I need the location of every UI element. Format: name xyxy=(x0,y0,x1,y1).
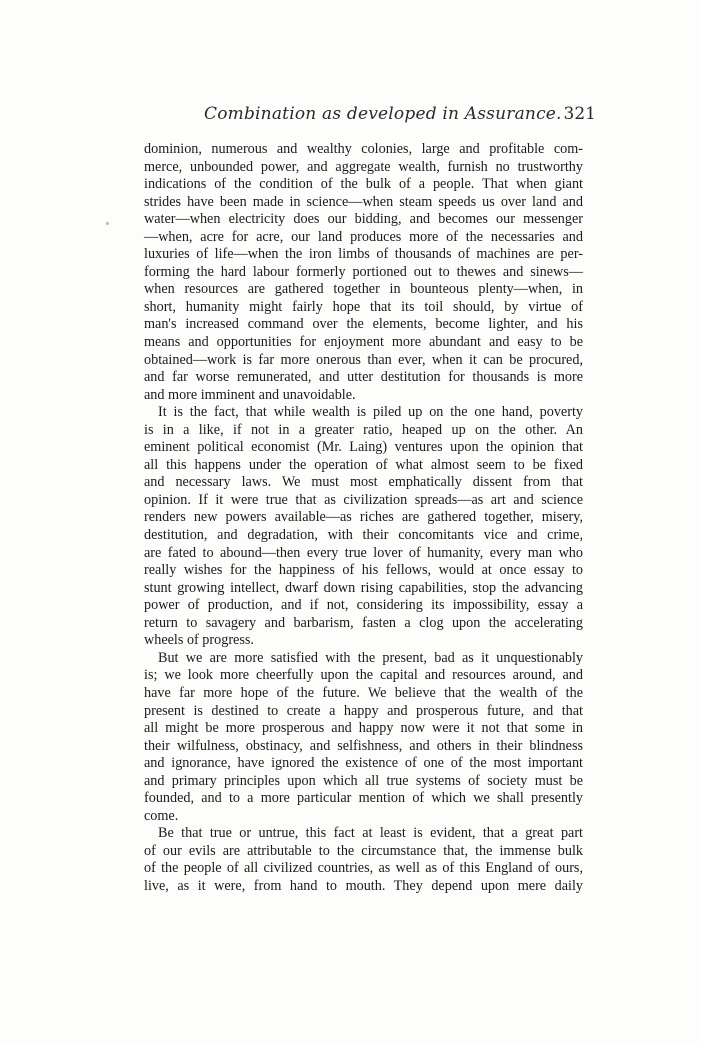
text-line: dominion, numerous and wealthy colonies, large and profitable com- xyxy=(144,141,583,157)
text-line: have far more hope of the future. We believe that the wealth of the xyxy=(144,684,583,701)
text-line: Be that true or untrue, this fact at least is evident, that a great part xyxy=(158,825,583,842)
text-line: when resources are gathered together in bounteous plenty—when, in xyxy=(144,281,583,298)
text-line: forming the hard labour formerly portioned out to thewes and sinews— xyxy=(144,263,583,280)
text-line: —when, acre for acre, our land produces more of the necessaries and xyxy=(144,228,583,245)
text-line: and more imminent and unavoidable. xyxy=(144,386,356,403)
text-line: destitution, and degradation, with their concomitants vice and crime, xyxy=(144,527,583,544)
text-line: short, humanity might fairly hope that its toil should, by virtue of xyxy=(144,298,583,315)
text-line: water—when electricity does our bidding, and becomes our messenger xyxy=(144,211,583,228)
paragraph xyxy=(144,141,583,404)
text-line: really wishes for the happiness of his fellows, would at once essay to xyxy=(144,562,583,579)
page-header xyxy=(144,104,596,130)
text-line: opinion. If it were true that as civilization spreads—as art and science xyxy=(144,491,583,508)
running-head: Combination as developed in Assurance. xyxy=(204,104,562,124)
paragraph xyxy=(144,404,583,650)
text-line: and necessary laws. We must most emphatically dissent from that xyxy=(144,474,583,491)
text-line: means and opportunities for enjoyment more abundant and easy to be xyxy=(144,334,583,351)
text-line: return to savagery and barbarism, fasten a clog upon the accelerating xyxy=(144,614,583,631)
text-line: power of production, and if not, considering its impossibility, essay a xyxy=(144,597,583,614)
text-line: live, as it were, from hand to mouth. They depend upon mere daily xyxy=(144,877,583,894)
page-number: 321 xyxy=(563,104,596,124)
text-line: and ignorance, have ignored the existence of one of the most important xyxy=(144,755,583,772)
text-line: their wilfulness, obstinacy, and selfishness, and others in their blindness xyxy=(144,737,583,754)
text-line: is in a like, if not in a greater ratio, heaped up on the other. An xyxy=(144,421,583,438)
text-line: and primary principles upon which all true systems of society must be xyxy=(144,772,583,789)
text-line: merce, unbounded power, and aggregate wealth, furnish no trustworthy xyxy=(144,158,583,175)
text-line: renders new powers available—as riches are gathered together, misery, xyxy=(144,509,583,526)
text-line: luxuries of life—when the iron limbs of thousands of machines are per- xyxy=(144,246,583,263)
text-line: It is the fact, that while wealth is piled up on the one hand, poverty xyxy=(158,404,583,421)
text-line: stunt growing intellect, dwarf down rising capabilities, stop the advancing xyxy=(144,579,583,596)
text-line: man's increased command over the elements, become lighter, and his xyxy=(144,316,583,333)
text-line: indications of the condition of the bulk of a people. That when giant xyxy=(144,176,583,193)
text-line: But we are more satisfied with the present, bad as it unquestionably xyxy=(158,649,583,666)
text-line: founded, and to a more particular mention of which we shall presently xyxy=(144,790,583,807)
text-line: present is destined to create a happy and prosperous future, and that xyxy=(144,702,583,719)
text-line: of our evils are attributable to the circumstance that, the immense bulk xyxy=(144,842,583,859)
text-line: of the people of all civilized countries, as well as of this England of ours, xyxy=(144,860,583,877)
paragraph xyxy=(144,825,583,895)
text-line: eminent political economist (Mr. Laing) ventures upon the opinion that xyxy=(144,439,583,456)
text-line: strides have been made in science—when steam speeds us over land and xyxy=(144,193,583,210)
text-line: and far worse remunerated, and utter destitution for thousands is more xyxy=(144,369,583,386)
body-text xyxy=(144,141,583,896)
text-line: are fated to abound—then every true lover of humanity, every man who xyxy=(144,544,583,561)
text-line: wheels of progress. xyxy=(144,632,254,649)
text-line: obtained—work is far more onerous than ever, when it can be procured, xyxy=(144,351,583,368)
text-line: come. xyxy=(144,807,179,824)
margin-speck xyxy=(106,222,109,225)
paragraph xyxy=(144,650,583,825)
text-line: is; we look more cheerfully upon the capital and resources around, and xyxy=(144,667,583,684)
text-line: all might be more prosperous and happy now were it not that some in xyxy=(144,720,583,737)
text-line: all this happens under the operation of what almost seem to be fixed xyxy=(144,456,583,473)
